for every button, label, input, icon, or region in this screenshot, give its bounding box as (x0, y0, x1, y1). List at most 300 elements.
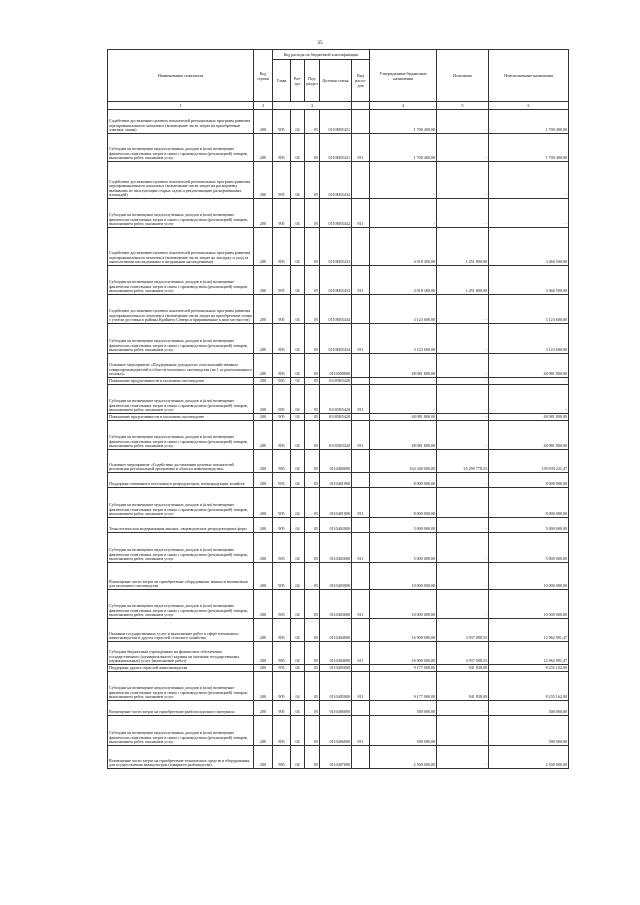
row-not-executed: 48 081 800,00 (489, 354, 569, 378)
row-target: 0110405000 (320, 665, 352, 672)
row-line-code: 200 (254, 385, 273, 414)
row-approved: - (370, 199, 437, 228)
row-approved: 48 081 800,00 (370, 354, 437, 378)
table-row (108, 701, 569, 716)
row-approved: 164 340 000,00 (370, 450, 437, 473)
table-row (108, 266, 569, 295)
row-line-code: 200 (254, 421, 273, 450)
row-line-code: 200 (254, 324, 273, 354)
row-line-code: 200 (254, 665, 273, 672)
row-line-code: 200 (254, 533, 273, 563)
row-section: 04 (291, 619, 305, 642)
row-name: Субсидии на возмещение недополученных доходов и (или) возмещение фактически понесенных затрат в связи с производством (реализацией) товаров, выполнением работ, оказанием услуг (108, 590, 254, 619)
row-subsection: 05 (305, 228, 320, 266)
row-chapter: 905 (273, 619, 291, 642)
table-row (108, 228, 569, 266)
row-subsection: 05 (305, 563, 320, 590)
row-not-executed: 12 962 991,47 (489, 642, 569, 665)
row-chapter: 905 (273, 488, 291, 518)
row-subsection: 05 (305, 488, 320, 518)
row-name: Субсидии на возмещение недополученных доходов и (или) возмещение фактически понесенных затрат в связи с производством (реализацией) товаров, выполнением работ, оказанием услуг (108, 488, 254, 518)
table-row (108, 199, 569, 228)
table-row (108, 619, 569, 642)
table-row (108, 473, 569, 488)
row-section: 04 (291, 421, 305, 450)
row-approved: 5 000 000,00 (370, 533, 437, 563)
row-expense-type (352, 473, 370, 488)
row-not-executed: 3 123 600,00 (489, 324, 569, 354)
row-line-code: 200 (254, 642, 273, 665)
row-not-executed: - (489, 385, 569, 414)
row-not-executed: 1 700 400,00 (489, 110, 569, 134)
row-target: 0110405000 (320, 672, 352, 701)
row-approved: 2 500 000,00 (370, 746, 437, 769)
row-target: 0110500000 (320, 354, 352, 378)
row-approved: 9 177 000,00 (370, 665, 437, 672)
table-row (108, 295, 569, 324)
row-approved: - (370, 385, 437, 414)
row-not-executed: 48 081 800,00 (489, 421, 569, 450)
row-section: 04 (291, 518, 305, 533)
row-chapter: 905 (273, 266, 291, 295)
row-subsection: 05 (305, 642, 320, 665)
row-not-executed: - (489, 199, 569, 228)
row-approved: 3 123 600,00 (370, 324, 437, 354)
row-expense-type: 811 (352, 324, 370, 354)
row-subsection: 05 (305, 324, 320, 354)
row-name: Субсидии на возмещение недополученных доходов и (или) возмещение фактически понесенных затрат в связи с производством (реализацией) товаров, выполнением работ, оказанием услуг (108, 716, 254, 746)
row-name: Технологическая модернизация мясных, овцеводческих репродукторных ферм (108, 518, 254, 533)
row-chapter: 905 (273, 642, 291, 665)
row-executed: - (437, 354, 489, 378)
row-chapter: 905 (273, 716, 291, 746)
row-subsection: 05 (305, 421, 320, 450)
row-expense-type (352, 450, 370, 473)
row-executed: - (437, 134, 489, 162)
row-name: Субсидии на возмещение недополученных доходов и (или) возмещение фактически понесенных затрат в связи с производством (реализацией) товаров, выполнением работ, оказанием услуг (108, 533, 254, 563)
row-target: 0110402000 (320, 533, 352, 563)
row-name: Возмещение части затрат на приобретение оборудования, машин и механизмов для молочного скотоводства (108, 563, 254, 590)
row-expense-type: 811 (352, 421, 370, 450)
row-chapter: 905 (273, 746, 291, 769)
row-section: 04 (291, 533, 305, 563)
row-executed: - (437, 533, 489, 563)
row-chapter: 905 (273, 701, 291, 716)
table-row (108, 385, 569, 414)
row-line-code: 200 (254, 619, 273, 642)
table-row (108, 533, 569, 563)
row-line-code: 200 (254, 199, 273, 228)
row-name: Основное мероприятие «Поддержание доходности сельскохозяйственных товаропроизводителей в области молочного скотоводства (на 1 кг реализованного молока)» (108, 354, 254, 378)
row-name: Содействие достижению целевых показателей региональных программ развития агропромышленного комплекса (возмещение части затрат на приобретение семян с учетом доставки в районы Крайнего Севера и приравненные к ним местности) (108, 295, 254, 324)
row-line-code: 200 (254, 473, 273, 488)
row-not-executed: 12 962 991,47 (489, 619, 569, 642)
header-line-code: Код строки (254, 50, 273, 102)
row-target: 0110404000 (320, 619, 352, 642)
row-chapter: 905 (273, 563, 291, 590)
row-name: Субсидии на возмещение недополученных доходов и (или) возмещение фактически понесенных затрат в связи с производством (реализацией) товаров, выполнением работ, оказанием услуг (108, 421, 254, 450)
row-not-executed: 8 000 000,00 (489, 488, 569, 518)
row-target: 0110402000 (320, 518, 352, 533)
row-target: 0110403000 (320, 590, 352, 619)
row-expense-type (352, 162, 370, 199)
table-row (108, 665, 569, 672)
header-subsection: Под-раздел (305, 60, 320, 102)
row-section: 04 (291, 563, 305, 590)
row-chapter: 905 (273, 162, 291, 199)
row-section: 04 (291, 199, 305, 228)
row-approved: 8 000 000,00 (370, 488, 437, 518)
row-subsection: 05 (305, 199, 320, 228)
table-row (108, 110, 569, 134)
row-name: Повышение продуктивности в молочном скотоводстве (108, 414, 254, 421)
row-executed: - (437, 590, 489, 619)
col-number-5: 5 (437, 102, 489, 110)
row-target: 01105R5420 (320, 378, 352, 385)
page-number: 35 (317, 40, 323, 46)
row-line-code: 200 (254, 414, 273, 421)
row-section: 04 (291, 746, 305, 769)
table-row (108, 590, 569, 619)
row-not-executed: 2 500 000,00 (489, 746, 569, 769)
row-chapter: 905 (273, 354, 291, 378)
row-not-executed: 10 000 000,00 (489, 563, 569, 590)
row-approved: 3 123 600,00 (370, 295, 437, 324)
row-section: 04 (291, 642, 305, 665)
row-executed: - (437, 324, 489, 354)
row-name: Возмещение части затрат на приобретение рыбопосадочного материала (108, 701, 254, 716)
table-row (108, 716, 569, 746)
row-not-executed: 10 000 000,00 (489, 590, 569, 619)
table-row (108, 134, 569, 162)
row-not-executed: 1 700 400,00 (489, 134, 569, 162)
row-section: 04 (291, 665, 305, 672)
row-name: Содействие достижению целевых показателей региональных программ развития агропромышленного комплекса (возмещение части затрат на раскорчевку выбывших из эксплуатации старых садов и рекультивацию раскорчеванных площадей) (108, 162, 254, 199)
col-number-empty (352, 102, 370, 110)
row-line-code: 200 (254, 110, 273, 134)
row-chapter: 905 (273, 473, 291, 488)
col-number-4: 4 (370, 102, 437, 110)
row-chapter: 905 (273, 378, 291, 385)
row-expense-type: 811 (352, 533, 370, 563)
row-not-executed: 500 000,00 (489, 716, 569, 746)
row-chapter: 905 (273, 665, 291, 672)
row-section: 04 (291, 450, 305, 473)
row-chapter: 905 (273, 134, 291, 162)
row-executed: - (437, 746, 489, 769)
row-target: 01105R5420 (320, 421, 352, 450)
row-approved: 16 900 000,00 (370, 642, 437, 665)
row-target: 0110ЕR5432 (320, 199, 352, 228)
row-line-code: 200 (254, 295, 273, 324)
row-target: 0110ЕR5434 (320, 295, 352, 324)
row-line-code: 200 (254, 266, 273, 295)
row-expense-type (352, 665, 370, 672)
row-approved: 4 918 300,00 (370, 228, 437, 266)
row-section: 04 (291, 590, 305, 619)
table-row (108, 324, 569, 354)
row-name: Субсидии бюджетным учреждениям на финансовое обеспечение государственного (муниципального) задания на оказание государственных (муниципальных) услуг (выполнение работ) (108, 642, 254, 665)
row-approved: 16 900 000,00 (370, 619, 437, 642)
table-row (108, 162, 569, 199)
row-executed: - (437, 110, 489, 134)
row-subsection: 05 (305, 746, 320, 769)
row-section: 04 (291, 295, 305, 324)
row-executed: - (437, 295, 489, 324)
row-chapter: 905 (273, 385, 291, 414)
row-executed: 941 838,00 (437, 672, 489, 701)
header-expense-type: Вид расхо-дов (352, 60, 370, 102)
col-number-2: 2 (254, 102, 273, 110)
row-target: 0110ЕR5432 (320, 162, 352, 199)
row-target: 0110ЕR5431 (320, 134, 352, 162)
row-subsection: 05 (305, 295, 320, 324)
row-section: 04 (291, 488, 305, 518)
row-subsection: 05 (305, 716, 320, 746)
row-line-code: 200 (254, 134, 273, 162)
row-target: 0110ЕR5434 (320, 324, 352, 354)
row-target: 0110407000 (320, 746, 352, 769)
row-subsection: 05 (305, 354, 320, 378)
row-executed: - (437, 563, 489, 590)
row-section: 04 (291, 672, 305, 701)
row-line-code: 200 (254, 701, 273, 716)
row-not-executed: - (489, 162, 569, 199)
row-approved: 500 000,00 (370, 701, 437, 716)
row-section: 04 (291, 701, 305, 716)
row-target: 0110401000 (320, 488, 352, 518)
row-not-executed: 48 081 800,00 (489, 414, 569, 421)
row-not-executed: 8 235 162,00 (489, 665, 569, 672)
row-subsection: 05 (305, 672, 320, 701)
table-row (108, 414, 569, 421)
row-name: Субсидии на возмещение недополученных доходов и (или) возмещение фактически понесенных затрат в связи с производством (реализацией) товаров, выполнением работ, оказанием услуг (108, 672, 254, 701)
row-subsection: 05 (305, 110, 320, 134)
row-target: 0110403000 (320, 563, 352, 590)
header-section: Раз-дел (291, 60, 305, 102)
row-name: Поддержка других отраслей животноводства (108, 665, 254, 672)
row-subsection: 05 (305, 450, 320, 473)
row-section: 04 (291, 716, 305, 746)
row-not-executed: 8 235 162,00 (489, 672, 569, 701)
row-name: Возмещение части затрат на приобретение технических средств и оборудования для осуществления аквакультуры (товарного рыбоводства) (108, 746, 254, 769)
row-executed: - (437, 518, 489, 533)
row-approved: 48 081 800,00 (370, 421, 437, 450)
row-subsection: 05 (305, 701, 320, 716)
row-executed: - (437, 716, 489, 746)
budget-execution-table (107, 49, 569, 769)
row-subsection: 05 (305, 619, 320, 642)
row-chapter: 905 (273, 533, 291, 563)
row-section: 04 (291, 378, 305, 385)
row-executed: - (437, 488, 489, 518)
row-approved: 9 177 000,00 (370, 672, 437, 701)
row-not-executed: 5 000 000,00 (489, 533, 569, 563)
row-executed: 1 451 800,00 (437, 266, 489, 295)
row-expense-type (352, 228, 370, 266)
table-row (108, 354, 569, 378)
row-target: 0110406000 (320, 716, 352, 746)
row-chapter: 905 (273, 450, 291, 473)
row-target: 0110ЕR5431 (320, 110, 352, 134)
row-approved: 1 700 400,00 (370, 134, 437, 162)
row-subsection: 05 (305, 665, 320, 672)
row-line-code: 200 (254, 450, 273, 473)
table-row (108, 642, 569, 665)
row-chapter: 905 (273, 518, 291, 533)
row-chapter: 905 (273, 199, 291, 228)
row-expense-type: 811 (352, 672, 370, 701)
row-not-executed: 5 000 000,00 (489, 518, 569, 533)
row-subsection: 05 (305, 385, 320, 414)
row-approved: 48 081 800,00 (370, 414, 437, 421)
row-expense-type (352, 619, 370, 642)
row-chapter: 905 (273, 110, 291, 134)
row-line-code: 200 (254, 378, 273, 385)
row-section: 04 (291, 228, 305, 266)
row-expense-type: 811 (352, 134, 370, 162)
table-row (108, 563, 569, 590)
row-line-code: 200 (254, 162, 273, 199)
row-approved: 5 000 000,00 (370, 518, 437, 533)
row-name: Субсидии на возмещение недополученных доходов и (или) возмещение фактически понесенных затрат в связи с производством (реализацией) товаров, выполнением работ, оказанием услуг (108, 385, 254, 414)
row-chapter: 905 (273, 672, 291, 701)
table-row (108, 450, 569, 473)
table-body (108, 110, 569, 769)
row-line-code: 200 (254, 746, 273, 769)
row-approved: - (370, 162, 437, 199)
row-line-code: 200 (254, 518, 273, 533)
col-number-1: 1 (108, 102, 254, 110)
row-name: Поддержка племенного поголовья и репродукторов, племпродукции хозяйств (108, 473, 254, 488)
row-line-code: 200 (254, 488, 273, 518)
row-name: Повышение продуктивности в молочном скотоводстве (108, 378, 254, 385)
row-target: 0110404000 (320, 642, 352, 665)
row-name: Субсидии на возмещение недополученных доходов и (или) возмещение фактически понесенных затрат в связи с производством (реализацией) товаров, выполнением работ, оказанием услуг (108, 266, 254, 295)
row-expense-type (352, 414, 370, 421)
row-section: 04 (291, 354, 305, 378)
row-line-code: 200 (254, 716, 273, 746)
row-chapter: 905 (273, 295, 291, 324)
row-name: Субсидии на возмещение недополученных доходов и (или) возмещение фактически понесенных затрат в связи с производством (реализацией) товаров, выполнением работ, оказанием услуг (108, 134, 254, 162)
row-target: 0110ЕR5433 (320, 228, 352, 266)
row-chapter: 905 (273, 228, 291, 266)
row-name: Содействие достижению целевых показателей региональных программ развития агропромышленного комплекса (возмещение части затрат на закладку и уход за многолетними насаждениями и ягодниками насаждениями) (108, 228, 254, 266)
col-number-3: 3 (273, 102, 352, 110)
row-section: 04 (291, 414, 305, 421)
row-chapter: 905 (273, 590, 291, 619)
row-executed: - (437, 701, 489, 716)
row-expense-type (352, 701, 370, 716)
row-subsection: 05 (305, 134, 320, 162)
row-executed: 25 290 778,53 (437, 450, 489, 473)
row-expense-type (352, 563, 370, 590)
row-target: 0110ЕR5433 (320, 266, 352, 295)
row-approved: 10 000 000,00 (370, 563, 437, 590)
row-chapter: 905 (273, 324, 291, 354)
row-section: 04 (291, 110, 305, 134)
row-not-executed: 3 466 500,00 (489, 266, 569, 295)
row-expense-type (352, 518, 370, 533)
row-executed: - (437, 378, 489, 385)
row-approved: 1 700 400,00 (370, 110, 437, 134)
row-subsection: 05 (305, 590, 320, 619)
row-name: Оказание государственных услуг и выполнение работ в сфере племенного животноводства и других отраслей сельского хозяйства (108, 619, 254, 642)
row-name: Субсидии на возмещение недополученных доходов и (или) возмещение фактически понесенных затрат в связи с производством (реализацией) товаров, выполнением работ, оказанием услуг (108, 324, 254, 354)
table-row (108, 421, 569, 450)
row-subsection: 05 (305, 378, 320, 385)
row-executed: 3 937 008,53 (437, 619, 489, 642)
row-approved: - (370, 378, 437, 385)
row-subsection: 05 (305, 518, 320, 533)
header-not-executed: Неисполненные назначения (489, 50, 569, 102)
row-not-executed: 3 466 500,00 (489, 228, 569, 266)
row-expense-type: 611 (352, 642, 370, 665)
table-row (108, 488, 569, 518)
header-approved: Утвержденные бюджетные назначения (370, 50, 437, 102)
row-target: 0110400000 (320, 450, 352, 473)
row-section: 04 (291, 134, 305, 162)
row-approved: 4 918 300,00 (370, 266, 437, 295)
row-executed: - (437, 162, 489, 199)
row-expense-type: 811 (352, 385, 370, 414)
row-expense-type: 811 (352, 716, 370, 746)
row-line-code: 200 (254, 672, 273, 701)
row-not-executed: - (489, 378, 569, 385)
table-row (108, 746, 569, 769)
row-subsection: 05 (305, 162, 320, 199)
row-name: Содействие достижению целевых показателей региональных программ развития агропромышленного комплекса (возмещение части затрат на приобретение элитных семян) (108, 110, 254, 134)
table-row (108, 378, 569, 385)
row-name: Основное мероприятие «Содействие достижению целевых показателей реализации региональной программы в области животноводства» (108, 450, 254, 473)
row-approved: 8 000 000,00 (370, 473, 437, 488)
row-target: 01105R5420 (320, 385, 352, 414)
row-subsection: 05 (305, 473, 320, 488)
row-approved: 500 000,00 (370, 716, 437, 746)
row-subsection: 05 (305, 414, 320, 421)
row-expense-type (352, 746, 370, 769)
row-expense-type (352, 354, 370, 378)
row-section: 04 (291, 266, 305, 295)
header-chapter: Глава (273, 60, 291, 102)
row-expense-type: 811 (352, 199, 370, 228)
row-expense-type: 811 (352, 590, 370, 619)
row-executed: - (437, 473, 489, 488)
table-row (108, 518, 569, 533)
row-section: 04 (291, 385, 305, 414)
row-target: 0110401000 (320, 473, 352, 488)
row-expense-type: 811 (352, 266, 370, 295)
table-row (108, 672, 569, 701)
row-name: Субсидии на возмещение недополученных доходов и (или) возмещение фактически понесенных затрат в связи с производством (реализацией) товаров, выполнением работ, оказанием услуг (108, 199, 254, 228)
row-expense-type (352, 110, 370, 134)
row-section: 04 (291, 162, 305, 199)
row-section: 04 (291, 324, 305, 354)
header-budget-code: Код расхода по бюджетной классификации (273, 50, 370, 60)
row-chapter: 905 (273, 421, 291, 450)
row-line-code: 200 (254, 228, 273, 266)
row-not-executed: 8 000 000,00 (489, 473, 569, 488)
row-line-code: 200 (254, 563, 273, 590)
row-subsection: 05 (305, 266, 320, 295)
row-line-code: 200 (254, 354, 273, 378)
header-indicator: Наименование показателя (108, 50, 254, 102)
row-executed: - (437, 199, 489, 228)
row-executed: 3 937 008,53 (437, 642, 489, 665)
header-target: Целевая статья (320, 60, 352, 102)
row-executed: 941 838,00 (437, 665, 489, 672)
row-target: 01105R5420 (320, 414, 352, 421)
